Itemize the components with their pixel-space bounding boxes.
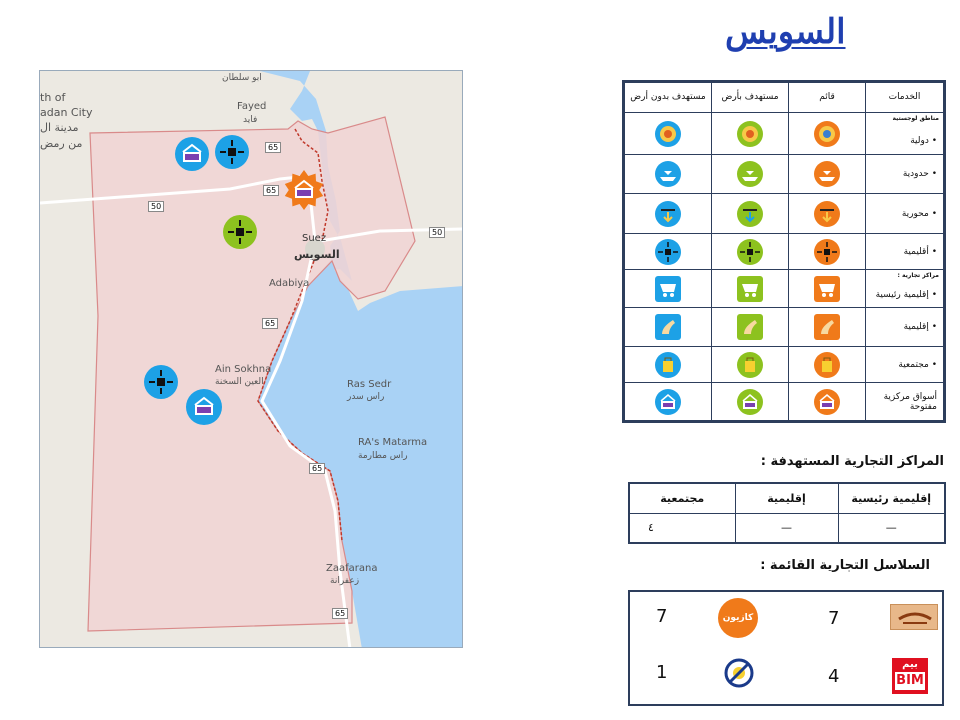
central-market-icon <box>737 389 763 415</box>
main-regional-cart-icon <box>655 276 681 302</box>
chain-count-mahmoud: 7 <box>828 608 840 629</box>
map-label: th of <box>40 91 66 104</box>
map-label: Suez <box>302 233 327 244</box>
row-label: • مجتمعية <box>898 360 937 370</box>
regional-logistics-icon <box>814 239 840 265</box>
col-main-regional: إقليمية رئيسية <box>838 483 945 513</box>
header-target-with-land: مستهدف بأرض <box>712 83 789 113</box>
oscar-logo-icon <box>722 656 756 690</box>
map-label: Zaafarana <box>326 563 378 574</box>
map-marker-regional-logistics-icon[interactable] <box>215 135 249 169</box>
border-logistics-icon <box>814 161 840 187</box>
map-label: زعفرانة <box>330 576 360 586</box>
community-bag-icon <box>655 352 681 378</box>
border-logistics-icon <box>655 161 681 187</box>
map-label: Adabiya <box>269 278 310 289</box>
map-label: adan City <box>40 106 93 119</box>
row-label: • دولية <box>910 136 937 146</box>
header-existing: قائم <box>789 83 866 113</box>
map-label: Ras Sedr <box>347 379 392 390</box>
central-market-icon <box>655 389 681 415</box>
bim-logo-text: BIM <box>896 673 924 688</box>
kazyon-logo-text: كازيون <box>722 613 754 623</box>
mahmoud-logo-icon <box>890 604 938 630</box>
central-market-icon <box>814 389 840 415</box>
map-marker-central-market-icon[interactable] <box>186 389 222 425</box>
value-community: ٤ <box>629 513 735 543</box>
page-title: السويس <box>725 12 846 52</box>
map-label: RA's Matarma <box>358 437 428 448</box>
map-label: من رمض <box>40 137 83 150</box>
row-label: • إقليمية رئيسية <box>876 290 937 300</box>
map-label: العين السخنة <box>215 377 264 387</box>
regional-logistics-icon <box>737 239 763 265</box>
border-logistics-icon <box>737 161 763 187</box>
logistics-group-title: مناطق لوجستية <box>892 115 939 122</box>
regional-shoe-icon <box>737 314 763 340</box>
kazyon-logo-icon <box>718 598 758 638</box>
row-label: • أقليمية <box>904 247 937 257</box>
road-shield: 65 <box>309 463 325 474</box>
targeted-centers-table <box>628 482 946 544</box>
row-label: • حدودية <box>903 169 937 179</box>
axial-logistics-icon <box>814 201 840 227</box>
international-logistics-icon <box>814 121 840 147</box>
international-logistics-icon <box>737 121 763 147</box>
governorate-map[interactable] <box>39 70 463 648</box>
map-canvas <box>40 71 463 648</box>
map-label: راس سدر <box>347 392 385 402</box>
road-shield: 65 <box>262 318 278 329</box>
map-label: فايد <box>243 115 258 125</box>
community-bag-icon <box>737 352 763 378</box>
col-regional: إقليمية <box>735 483 838 513</box>
existing-chains-box <box>628 590 944 706</box>
road-shield: 65 <box>263 185 279 196</box>
map-marker-central-market-icon[interactable] <box>175 137 209 171</box>
map-label: السويس <box>294 248 340 261</box>
col-community: مجتمعية <box>629 483 735 513</box>
row-label: • محورية <box>902 209 937 219</box>
road-shield: 65 <box>265 142 281 153</box>
map-label: ابو سلطان <box>222 73 262 83</box>
road-shield: 50 <box>148 201 164 212</box>
map-label: Ain Sokhna <box>215 364 272 375</box>
value-main-regional: — <box>838 513 945 543</box>
services-legend-table <box>622 80 946 423</box>
road-shield: 65 <box>332 608 348 619</box>
axial-logistics-icon <box>655 201 681 227</box>
row-label: أسواق مركزية مفتوحة <box>883 391 937 412</box>
header-services: الخدمات <box>866 83 944 113</box>
regional-shoe-icon <box>655 314 681 340</box>
main-regional-cart-icon <box>737 276 763 302</box>
main-regional-cart-icon <box>814 276 840 302</box>
international-logistics-icon <box>655 121 681 147</box>
axial-logistics-icon <box>737 201 763 227</box>
bim-logo-ar: بيم <box>902 659 918 670</box>
existing-chains-title: السلاسل التجارية القائمة : <box>760 558 930 573</box>
map-label: راس مطارمة <box>358 451 408 461</box>
map-marker-regional-logistics-icon[interactable] <box>223 215 257 249</box>
header-target-without-land: مستهدف بدون أرض <box>625 83 712 113</box>
value-regional: — <box>735 513 838 543</box>
community-bag-icon <box>814 352 840 378</box>
map-marker-regional-logistics-icon[interactable] <box>144 365 178 399</box>
regional-logistics-icon <box>655 239 681 265</box>
chain-count-bim: 4 <box>828 666 840 687</box>
chain-count-kazyon: 7 <box>656 606 668 627</box>
map-label: Fayed <box>237 101 267 112</box>
map-label: مدينة ال <box>40 121 79 134</box>
commercial-group-title: مراكز تجارية : <box>897 272 939 279</box>
row-label: • إقليمية <box>904 322 937 332</box>
bim-logo-icon <box>892 658 928 694</box>
targeted-centers-title: المراكز التجارية المستهدفة : <box>760 454 944 469</box>
road-shield: 50 <box>429 227 445 238</box>
chain-count-oscar: 1 <box>656 662 668 683</box>
regional-shoe-icon <box>814 314 840 340</box>
